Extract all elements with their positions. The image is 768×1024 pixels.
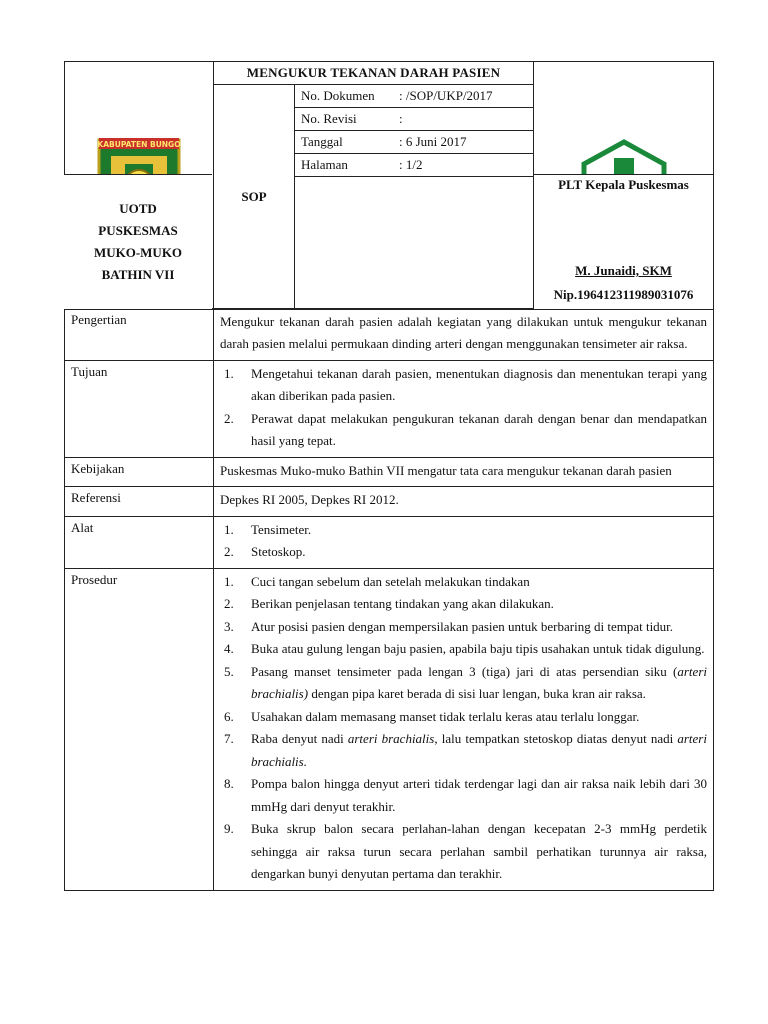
- meta-key: Halaman: [295, 154, 393, 177]
- list-item: 1. Tensimeter.: [224, 521, 312, 537]
- kebijakan-label: Kebijakan: [65, 457, 214, 487]
- list-item: 6. Usahakan dalam memasang manset tidak terlalu keras atau terlalu longgar.: [224, 708, 640, 724]
- list-item: 2. Perawat dapat melakukan pengukuran tekanan darah dengan benar dan mendapatkan hasil yang tepat.: [224, 410, 707, 448]
- list-item: 4. Buka atau gulung lengan baju pasien, apabila baju tipis usahakan untuk tidak digulung.: [224, 641, 705, 656]
- referensi-text: Depkes RI 2005, Depkes RI 2012.: [214, 487, 714, 517]
- left-logo-cell: [65, 62, 214, 310]
- signer-name: M. Junaidi, SKM: [575, 263, 672, 278]
- list-item: 2. Berikan penjelasan tentang tindakan yang akan dilakukan.: [224, 596, 554, 611]
- document-meta: [295, 85, 533, 177]
- org-line: MUKO-MUKO: [93, 245, 183, 260]
- signer-nip: Nip.196412311989031076: [553, 287, 694, 302]
- tujuan-list: [214, 360, 714, 457]
- logo-banner-text: KABUPATEN BUNGO: [97, 139, 181, 149]
- sop-body: [64, 308, 714, 891]
- sop-label: SOP: [214, 85, 295, 309]
- prosedur-label: Prosedur: [65, 568, 214, 890]
- meta-key: No. Dokumen: [295, 85, 393, 108]
- alat-list: [214, 516, 714, 568]
- meta-value: : 6 Juni 2017: [393, 131, 533, 154]
- list-item: 5. Pasang manset tensimeter pada lengan 3 (tiga) jari di atas persendian siku (arteri brachialis) dengan pipa karet berada di sisi luar lengan, buka kran air raksa.: [224, 663, 707, 701]
- signer-title: PLT Kepala Puskesmas: [558, 177, 689, 192]
- meta-value: :: [393, 108, 533, 131]
- kebijakan-text: Puskesmas Muko-muko Bathin VII mengatur tata cara mengukur tekanan darah pasien: [214, 457, 714, 487]
- tujuan-label: Tujuan: [65, 360, 214, 457]
- meta-key: No. Revisi: [295, 108, 393, 131]
- referensi-label: Referensi: [65, 487, 214, 517]
- sop-table: [64, 61, 714, 310]
- right-logo-cell: [534, 62, 714, 310]
- puskesmas-cross-logo-icon: [534, 138, 713, 234]
- list-item: 8. Pompa balon hingga denyut arteri tidak terdengar lagi dan air raksa naik lebih dari 30 mmHg dari denyut terakhir.: [224, 776, 707, 814]
- org-line: BATHIN VII: [101, 267, 175, 282]
- meta-value: : /SOP/UKP/2017: [393, 85, 533, 108]
- list-item: 2. Stetoskop.: [224, 544, 306, 559]
- org-line: UOTD: [119, 201, 157, 216]
- pengertian-text: Mengukur tekanan darah pasien adalah kegiatan yang dilakukan untuk mengukur tekanan darah pasien melalui permukaan dinding arteri dengan menggunakan tensimeter air raksa.: [214, 308, 714, 360]
- list-item: 9. Buka skrup balon secara perlahan-lahan dengan kecepatan 2-3 mmHg perdetik sehingga air raksa turun secara perlahan sambil perhatikan turunnya air raksa, dengarkan bunyi denyutan pertama dan terakhir.: [224, 821, 707, 881]
- kabupaten-bungo-emblem-icon: [65, 134, 213, 238]
- list-item: 3. Atur posisi pasien dengan mempersilakan pasien untuk berbaring di tempat tidur.: [224, 618, 674, 634]
- list-item: 7. Raba denyut nadi arteri brachialis, lalu tempatkan stetoskop diatas denyut nadi arteri brachialis.: [224, 731, 707, 769]
- prosedur-list: [214, 568, 714, 890]
- meta-value: : 1/2: [393, 154, 533, 177]
- pengertian-label: Pengertian: [65, 308, 214, 360]
- document-title: MENGUKUR TEKANAN DARAH PASIEN: [214, 62, 533, 85]
- alat-label: Alat: [65, 516, 214, 568]
- sop-document: [64, 61, 713, 891]
- list-item: 1. Mengetahui tekanan darah pasien, menentukan diagnosis dan menentukan terapi yang akan diberikan pada pasien.: [224, 365, 707, 403]
- list-item: 1. Cuci tangan sebelum dan setelah melakukan tindakan: [224, 573, 530, 589]
- org-line: PUSKESMAS: [98, 223, 178, 238]
- meta-key: Tanggal: [295, 131, 393, 154]
- header-middle: [214, 62, 534, 310]
